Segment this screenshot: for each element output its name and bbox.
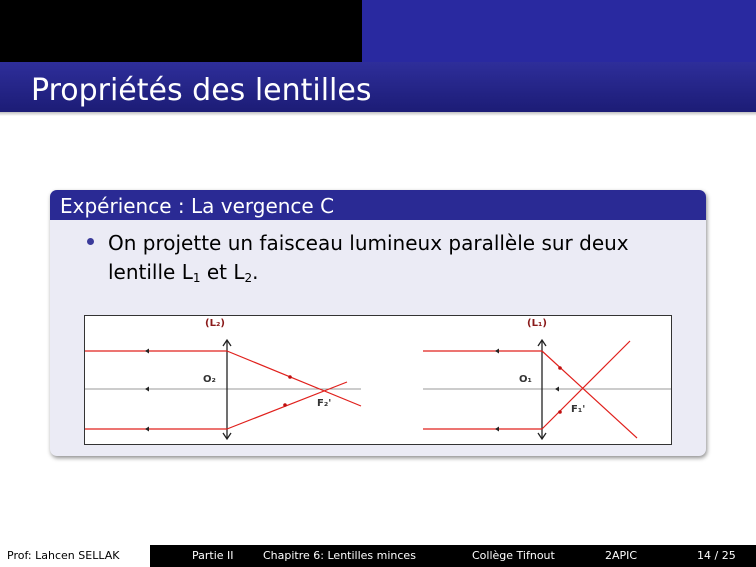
lens-l2-diagram — [85, 318, 361, 439]
lens-subscript-2: 2 — [244, 271, 253, 285]
frame-title: Propriétés des lentilles — [31, 73, 372, 108]
footer-part: Partie II — [192, 549, 234, 562]
lens-subscript-1: 1 — [192, 271, 201, 285]
block-header — [50, 190, 706, 220]
ray-l1-bottom-refracted — [542, 341, 630, 429]
footer-level: 2APIC — [605, 549, 638, 562]
lens-l1-center-label: O₁ — [519, 374, 532, 385]
lens-text-prefix: lentille L — [108, 260, 193, 284]
section-navigation — [0, 0, 756, 62]
experience-block — [50, 190, 706, 456]
bullet-icon — [87, 238, 94, 245]
lens-diagram-svg — [85, 316, 671, 444]
lens-text-end: . — [252, 260, 259, 284]
lens-l2-focus-label: F₂' — [317, 398, 332, 409]
lens-l1-focus-label: F₁' — [571, 404, 586, 415]
lens-l1-diagram — [423, 318, 671, 439]
footer-author: Prof: Lahcen SELLAK — [7, 549, 120, 562]
lens-l2-center-label: O₂ — [203, 374, 216, 385]
lens-diagram — [84, 315, 672, 445]
bullet-text-line-1: On projette un faisceau lumineux parallèle sur deux — [108, 231, 629, 255]
lens-l2-label: (L₂) — [205, 318, 225, 329]
footer-school: Collège Tifnout — [472, 549, 555, 562]
lens-l1-label: (L₁) — [527, 318, 547, 329]
nav-sections-panel — [0, 0, 362, 62]
block-title: Expérience : La vergence C — [60, 194, 335, 218]
footer-author-box — [0, 545, 150, 567]
footer-page-number: 14 / 25 — [697, 549, 736, 562]
footer-chapter: Chapitre 6: Lentilles minces — [263, 549, 416, 562]
ray-l1-top-refracted — [542, 351, 637, 438]
bullet-text-line-2 — [108, 260, 259, 284]
ray-l2-top-refracted — [227, 351, 361, 406]
nav-subsections-panel — [362, 0, 756, 62]
footer-bar — [0, 545, 756, 567]
lens-text-middle: et L — [200, 260, 245, 284]
